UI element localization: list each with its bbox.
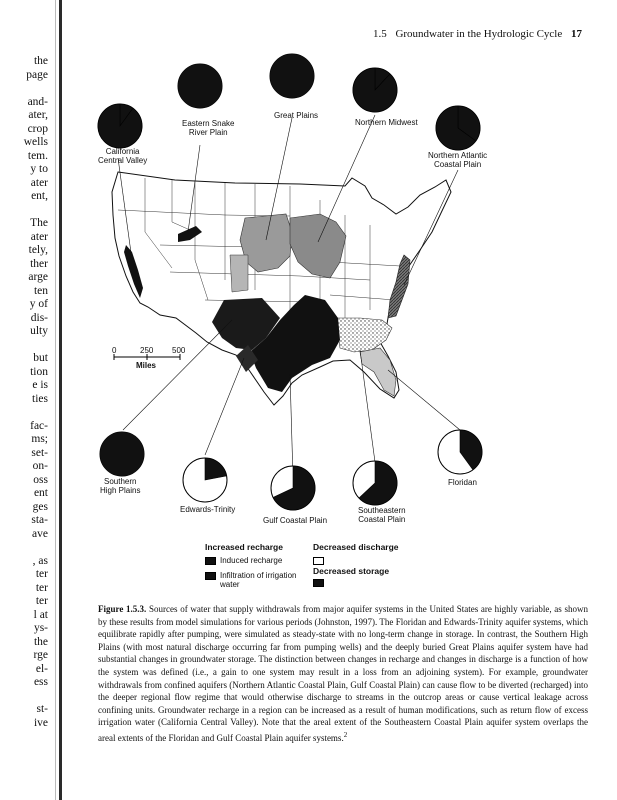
caption-footnote: 2 (343, 730, 348, 739)
margin-fragment: but (33, 352, 48, 364)
pie-slice-induced (205, 458, 227, 480)
margin-fragment: tely, (28, 244, 48, 256)
label-gulf-coastal: Gulf Coastal Plain (263, 516, 328, 525)
legend-heading-storage: Decreased storage (313, 566, 390, 576)
margin-fragment: rge (33, 649, 48, 661)
margin-fragment: ess (33, 676, 48, 688)
margin-fragment: ter (35, 595, 48, 607)
margin-fragment: sta- (31, 514, 48, 526)
label-southern-high-plains: Southern High Plains (100, 477, 141, 495)
margin-fragment: ther (30, 257, 48, 270)
margin-fragment: ater, (28, 109, 48, 121)
label-northern-midwest: Northern Midwest (355, 118, 418, 127)
margin-fragment: ulty (30, 325, 48, 337)
swatch-discharge (313, 557, 324, 565)
margin-fragment: , as (32, 554, 48, 567)
margin-fragment: dis- (30, 311, 48, 324)
margin-fragment: el- (35, 662, 48, 675)
swatch-induced (205, 557, 216, 565)
figure-caption (98, 603, 588, 745)
margin-fragment: wells (23, 136, 48, 148)
margin-fragment: set- (31, 446, 48, 459)
margin-fragment: and- (27, 95, 48, 108)
label-snake-river: Eastern Snake River Plain (182, 119, 235, 137)
margin-fragment: ent (33, 487, 48, 499)
pie-slice-irrigation (353, 68, 397, 112)
margin-fragment: tem. (27, 149, 48, 162)
margin-fragment: on- (32, 460, 48, 472)
label-northern-atlantic: Northern Atlantic Coastal Plain (428, 151, 488, 169)
swatch-storage (313, 579, 324, 587)
margin-fragment: fac- (30, 419, 48, 432)
margin-fragment: ave (32, 527, 48, 540)
margin-fragment: ter (35, 581, 48, 594)
pie-slice-irrigation (178, 64, 222, 108)
section-title: Groundwater in the Hydrologic Cycle (395, 28, 563, 40)
legend-decreased (313, 543, 399, 587)
margin-fragment: st- (36, 703, 48, 715)
scale-unit: Miles (136, 361, 157, 370)
scale-tick-250: 250 (140, 346, 154, 355)
margin-fragment: tion (30, 365, 48, 378)
margin-fragment: y to (30, 163, 48, 175)
scale-tick-0: 0 (112, 346, 117, 355)
margin-fragment: ent, (31, 190, 48, 202)
margin-fragment: ties (32, 392, 48, 405)
caption-text: Sources of water that supply withdrawals from major aquifer systems in the United States are highly variable, as shown by these results from model simulations for various periods (Johnston, 1997). The Floridan and Edwards-Trinity aquifer systems, which equilibrate rapidly after pumping, were simulated as steady-state with no long-term change in storage. In contrast, the Southern High Plains (with most natural discharge occurring far from pumping wells) and the deeply buried Great Plains aquifer system have had substantial changes in groundwater storage. The distinction between changes in recharge and changes in discharge is a function of how the system was defined (i.e., a gain to one system may result in a loss from an adjoining system). For example, groundwater withdrawals from confined aquifers (Northern Atlantic Coastal Plain, Gulf Coastal Plain) can cause flow to be diverted (recharged) into the deeper regional flow regime that would otherwise discharge to streams in the outcrop areas or cause vertical leakage across confining units. Groundwater recharge in a region can be increased as a result of human modifications, such as return flow of excess irrigation water (California Central Valley). Note that the areal extent of the Southeastern Coastal Plain aquifer system overlaps the areal extents of the Floridan and Gulf Coastal Plain aquifer systems. (98, 604, 588, 743)
margin-fragment: ter (35, 568, 48, 580)
margin-fragment: page (26, 68, 48, 81)
margin-fragment: ater (30, 230, 48, 243)
margin-fragment: ater (30, 176, 48, 189)
legend-induced: Induced recharge (205, 556, 296, 565)
margin-fragment: arge (28, 271, 48, 283)
margin-fragment: the (33, 635, 48, 648)
swatch-irrigation (205, 572, 216, 580)
margin-fragment: oss (33, 473, 48, 486)
legend-heading-discharge: Decreased discharge (313, 542, 399, 552)
legend-irrigation: Infiltration of irrigation water (205, 571, 296, 589)
margin-fragment: ms; (31, 433, 48, 445)
pie-slice-irrigation (98, 104, 142, 148)
section-number: 1.5 (372, 28, 387, 40)
label-floridan: Floridan (448, 478, 477, 487)
margin-fragment: y of (29, 298, 48, 310)
region-southeastern (336, 318, 392, 352)
margin-fragment: e is (32, 379, 48, 391)
label-great-plains: Great Plains (274, 111, 319, 120)
margin-fragment: crop (27, 122, 48, 135)
legend-heading-increased: Increased recharge (205, 542, 283, 552)
page-number: 17 (571, 28, 582, 40)
margin-fragment: ten (33, 284, 48, 297)
label-california: California Central Valley (98, 147, 148, 165)
pie-slice-storage (270, 54, 314, 98)
margin-fragment: l at (33, 608, 48, 621)
margin-fragment: ive (33, 716, 48, 729)
margin-fragment: the (33, 55, 48, 67)
label-edwards-trinity: Edwards-Trinity (180, 505, 236, 514)
label-southeastern: Southeastern Coastal Plain (358, 506, 406, 524)
pie-slice-storage (100, 432, 144, 476)
legend-increased-recharge (205, 543, 296, 589)
margin-fragment: The (30, 217, 48, 229)
scale-tick-500: 500 (172, 346, 186, 355)
caption-label: Figure 1.5.3. (98, 604, 147, 614)
margin-fragment: ges (32, 500, 48, 513)
margin-fragment: ys- (33, 622, 48, 634)
